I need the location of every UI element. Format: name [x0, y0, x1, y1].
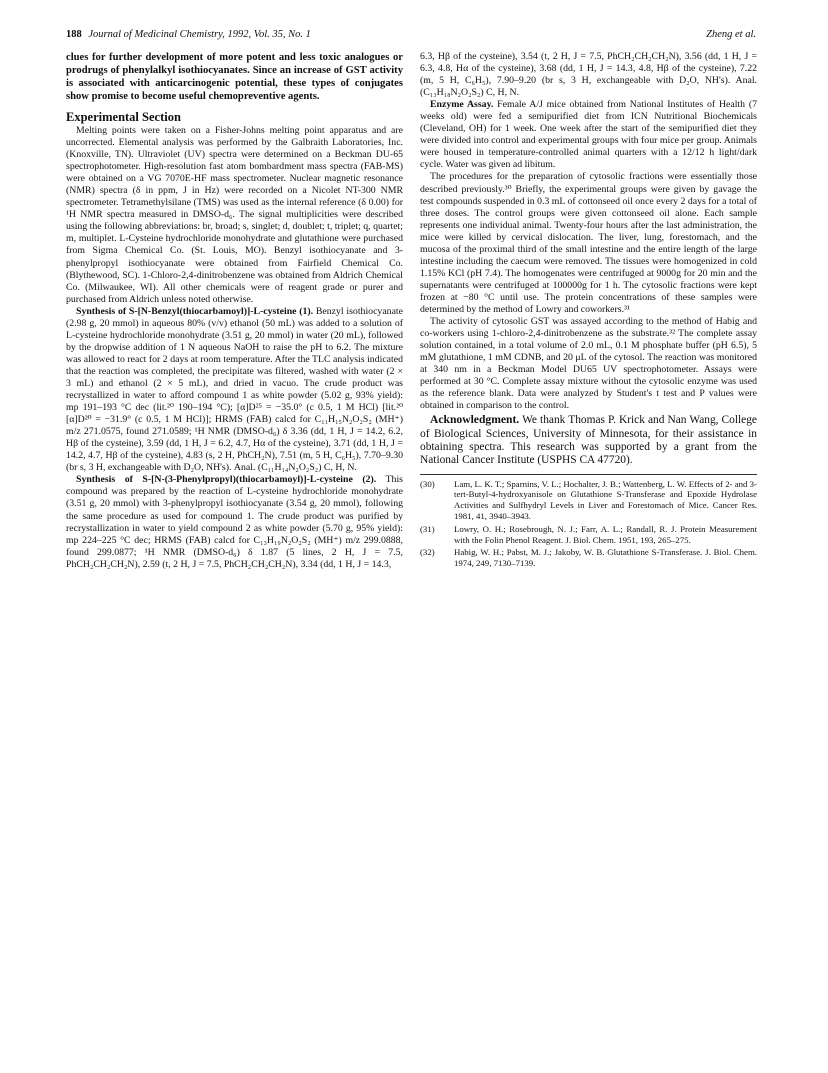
compound1-heading: Synthesis of S-[N-Benzyl(thiocarbamoyl)]-L-cysteine (1). [76, 305, 314, 317]
header-authors: Zheng et al. [706, 29, 756, 40]
page-number: 188 [66, 29, 82, 40]
references-divider [420, 474, 757, 475]
reference-list [420, 479, 757, 569]
enzyme-assay-paragraph [420, 99, 757, 171]
reference-text: Habig, W. H.; Pabst, M. J.; Jakoby, W. B. Glutathione S-Transferase. J. Biol. Chem. 1974, 249, 7130–7139. [454, 547, 757, 569]
enzyme-assay-body: Female A/J mice obtained from National Institutes of Health (7 weeks old) were fed a semipurified diet from ICN Nutritional Biochemicals (Cleveland, OH) for 1 week. One week after the start of the semipurified diet they were divided into control and experimental groups with four mice per group. Animals were housed in temperature-controlled animal quarters with a 12/12 h light/dark cycle. Water was given ad libitum. [420, 99, 757, 171]
reference-item [420, 524, 757, 546]
gst-activity-paragraph: The activity of cytosolic GST was assayed according to the method of Habig and co-workers using 1-chloro-2,4-dinitrobenzene as the substrate.³² The complete assay solution contained, in a total volume of 2.0 mL, 0.1 M phosphate buffer (pH 6.5), 5 mM glutathione, 1 mM CDNB, and 20 μL of the cytosol. The reaction was monitored at 340 nm in a Beckman Model DU65 UV spectrophotometer. Assays were performed at 30 °C. Complete assay mixture without the cytosolic enzyme was used as the reference blank. Data were analyzed by Student's t test and P values were obtained in comparison to the control. [420, 316, 757, 412]
reference-number: (31) [420, 523, 435, 534]
header-left [66, 29, 311, 40]
acknowledgment-body: We thank Thomas P. Krick and Nan Wang, College of Biological Sciences, University of Minnesota, for their assistance in obtaining spectra. This research was supported by a grant from the National Cancer Institute (USPHS CA 47720). [420, 414, 757, 467]
reference-item [420, 479, 757, 522]
reference-number: (30) [420, 478, 435, 489]
acknowledgment-heading: Acknowledgment. [430, 413, 520, 427]
reference-number: (32) [420, 547, 435, 558]
compound1-body: Benzyl isothiocyanate (2.98 g, 20 mmol) in aqueous 80% (v/v) ethanol (50 mL) was added to a solution of L-cysteine hydrochloride monohydrate (3.51 g, 20 mmol) in water (20 mL), followed by the dropwise addition of 1 N aqueous NaOH to raise the pH to 6.2. The mixture was allowed to react for 2 days at room temperature. After the TLC analysis indicated that the reaction was completed, the precipitate was filtered, washed with water (2 × 3 mL) and ethanol (2 × 5 mL), and dried in vacuo. The crude product was recrystallized in water to afford compound 1 as white powder (5.02 g, 93% yield): mp 191–193 °C dec (lit.²⁰ 190–194 °C); [α]D²⁵ = −35.0° (c 0.5, 1 M HCl) [lit.²⁰ [α]D²⁰ = −31.9° (c 0.5, 1 M HCl)]; HRMS (FAB) calcd for C₁₁H₁₅N₂O₂S₂ (MH⁺) m/z 271.0575, found 271.0589; ¹H NMR (DMSO-d₆) δ 3.36 (dd, 1 H, J = 14.2, 6.2, Hβ of the cysteine), 3.59 (dd, 1 H, J = 6.2, 4.7, Hα of the cysteine), 3.71 (dd, 1 H, J = 14.2, 4.7, Hβ of the cysteine), 4.83 (s, 2 H, PhCH₂N), 7.51 (m, 5 H, C₆H₅), 7.70–9.30 (br s, 3 H, exchangeable with D₂O, NH's). Anal. (C₁₁H₁₄N₂O₂S₂) C, H, N. [66, 305, 403, 474]
enzyme-assay-heading: Enzyme Assay. [430, 99, 494, 111]
reference-text: Lam, L. K. T.; Sparnins, V. L.; Hochalter, J. B.; Wattenberg, L. W. Effects of 2- and 3-tert-Butyl-4-hydroxyanisole on Glutathione S-Transferase and Epoxide Hydrolase Activities and Sulfhydryl Levels in Liver and Forestomach of Mice. Cancer Res. 1981, 41, 3940–3943. [454, 478, 757, 521]
compound2-body: This compound was prepared by the reaction of L-cysteine hydrochloride monohydrate (3.51 g, 20 mmol) with 3-phenylpropyl isothiocyanate (3.54 g, 20 mmol), following the same procedure as used for compound 1. The crude product was purified by recrystallization in water to yield compound 2 as white powder (5.70 g, 95% yield): mp 224–225 °C dec; HRMS (FAB) calcd for C₁₃H₁₉N₂O₂S₂ (MH⁺) m/z 299.0888, found 299.0877; ¹H NMR (DMSO-d₆) δ 1.87 (5 lines, 2 H, J = 7.5, PhCH₂CH₂CH₂N), 2.59 (t, 2 H, J = 7.5, PhCH₂CH₂CH₂N), 3.34 (dd, 1 H, J = 14.3, [66, 474, 403, 570]
nmr-continuation: 6.3, Hβ of the cysteine), 3.54 (t, 2 H, J = 7.5, PhCH₂CH₂CH₂N), 3.56 (dd, 1 H, J = 6.3, 4.8, Hα of the cysteine), 3.68 (dd, 1 H, J = 14.3, 4.8, Hβ of the cysteine), 7.22 (m, 5 H, C₆H₅), 7.90–9.20 (br s, 3 H, exchangeable with D₂O, NH's). Anal. (C₁₃H₁₈N₂O₂S₂) C, H, N. [420, 51, 757, 99]
journal-citation: Journal of Medicinal Chemistry, 1992, Vol. 35, No. 1 [88, 29, 311, 40]
section-heading: Experimental Section [66, 110, 181, 124]
running-header [66, 29, 756, 43]
compound1-paragraph [66, 306, 403, 475]
procedures-paragraph: The procedures for the preparation of cytosolic fractions were essentially those described previously.³⁰ Briefly, the experimental groups were given by gavage the test compounds suspended in 0.3 mL of cottonseed oil once every 2 days for a total of three doses. The control groups were given cottonseed oil alone. Each sample represents one individual animal. Twenty-four hours after the last administration, the mice were killed by cervical dislocation. The liver, lung, forestomach, and the mucosa of the proximal third of the small intestine and the entire length of the large intestine including the caecum were removed. The tissues were homogenized in cold 1.15% KCl (pH 7.4). The homogenates were centrifuged at 9000g for 20 min and the supernatants were centrifuged at 100000g for 1 h. The cytosolic fractions were kept frozen at −80 °C until use. The protein concentrations of these samples were determined by the method of Lowry and coworkers.³¹ [420, 171, 757, 315]
acknowledgment-paragraph [420, 413, 757, 467]
general-methods-paragraph: Melting points were taken on a Fisher-Johns melting point apparatus and are uncorrected. Elemental analysis was performed by the Galbraith Laboratories, Inc. (Knoxville, TN). Ultraviolet (UV) spectra were determined on a Beckman DU-65 spectrophotometer. High-resolution fast atom bombardment mass spectra (FAB-MS) were obtained on a VG 7070E-HF mass spectrometer. Nuclear magnetic resonance (NMR) spectra (δ in ppm, J in Hz) were recorded on a Nicolet NT-300 NMR spectrometer. Tetramethylsilane (TMS) was used as the internal reference (δ 0.00) for ¹H NMR spectra measured in DMSO-d₆. The signal multiplicities were described using the following abbreviations: br, broad; s, singlet; d, doublet; t, triplet; q, quartet; m, multiplet. L-Cysteine hydrochloride monohydrate and glutathione were purchased from Sigma Chemical Co. (St. Louis, MO). Benzyl isothiocyanate and 3-phenylpropyl isothiocyanate were obtained from Fairfield Chemical Co. (Blythewood, SC). 1-Chloro-2,4-dinitrobenzene was obtained from Aldrich Chemical Co. (Milwaukee, WI). All other chemicals were of reagent grade or purer and purchased from Aldrich unless noted otherwise. [66, 125, 404, 305]
reference-text: Lowry, O. H.; Rosebrough, N. J.; Farr, A. L.; Randall, R. J. Protein Measurement with the Folin Phenol Reagent. J. Biol. Chem. 1951, 193, 265–275. [454, 523, 757, 545]
right-column [420, 51, 757, 571]
reference-item [420, 547, 757, 569]
left-column [66, 51, 403, 571]
compound2-heading: Synthesis of S-[N-(3-Phenylpropyl)(thiocarbamoyl)]-L-cysteine (2). [76, 474, 377, 486]
compound2-paragraph [66, 474, 403, 570]
intro-paragraph: clues for further development of more potent and less toxic analogues or prodrugs of phenylalkyl isothiocyanates. Since an increase of GST activity is associated with anticarcinogenic potential, these types of conjugates show promise to become useful chemopreventive agents. [66, 52, 403, 102]
